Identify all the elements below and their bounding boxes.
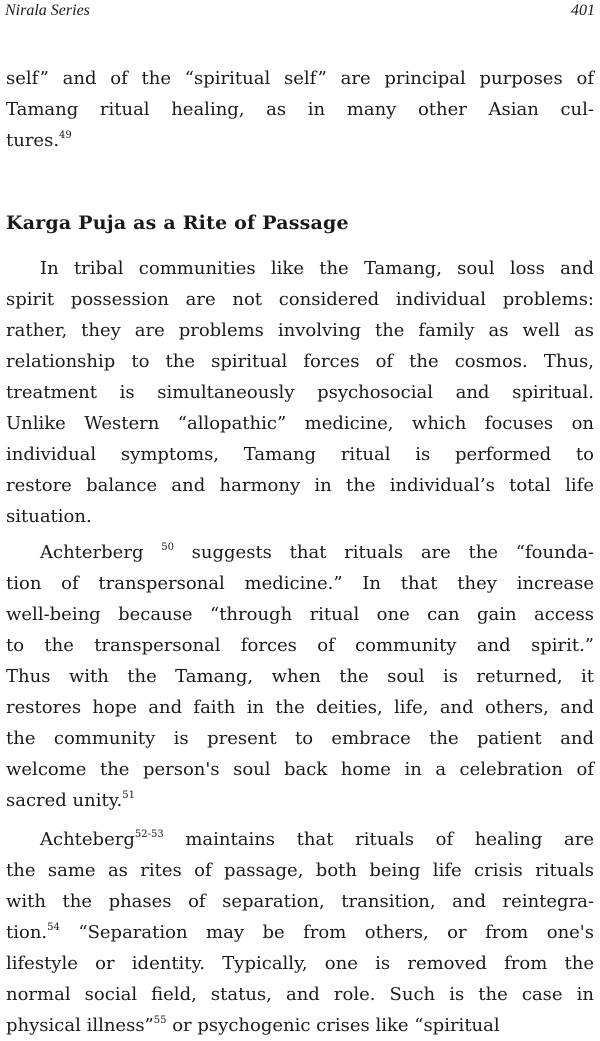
section-heading: Karga Puja as a Rite of Passage (6, 212, 349, 234)
text-line (6, 315, 594, 346)
text-line (6, 1010, 594, 1041)
line-text: the community is present to embrace the patient and (6, 728, 594, 749)
line-text: Unlike Western “allopathic” medicine, which focuses on (6, 413, 594, 434)
footnote-ref: 51 (122, 790, 135, 801)
text-line (6, 948, 594, 979)
line-text: “Separation may be from others, or from one's (59, 922, 594, 943)
line-text: normal social field, status, and role. Such is the case in (6, 984, 594, 1005)
line-text: maintains that rituals of healing are (163, 829, 594, 850)
text-line (6, 377, 594, 408)
line-text: physical illness” (6, 1015, 154, 1036)
line-text: spirit possession are not considered individual problems: (6, 289, 594, 310)
line-text: lifestyle or identity. Typically, one is removed from the (6, 953, 594, 974)
text-line (6, 630, 594, 661)
line-text: sacred unity. (6, 790, 123, 811)
line-text: suggests that rituals are the “founda- (173, 542, 594, 563)
text-line (6, 661, 594, 692)
text-line (6, 692, 594, 723)
footnote-ref: 52-53 (134, 829, 164, 840)
paragraph-achterberg (6, 537, 594, 816)
text-line (6, 439, 594, 470)
line-text: individual symptoms, Tamang ritual is performed to (6, 444, 594, 465)
text-line (6, 754, 594, 785)
line-text: restore balance and harmony in the individual’s total life (6, 475, 594, 496)
line-text: treatment is simultaneously psychosocial and spiritual. (6, 382, 594, 403)
text-line (6, 125, 594, 156)
text-line (6, 346, 594, 377)
text-line (6, 537, 594, 568)
text-line (6, 408, 594, 439)
line-text: well-being because “through ritual one can gain access (6, 604, 594, 625)
line-text: tion. (6, 922, 48, 943)
text-line (6, 470, 594, 501)
line-text: Achteberg (40, 829, 135, 850)
line-text: with the phases of separation, transition, and reintegra- (6, 891, 594, 912)
text-line (6, 63, 594, 94)
line-text: or psychogenic crises like “spiritual (166, 1015, 500, 1036)
text-line (6, 855, 594, 886)
text-line (6, 284, 594, 315)
paragraph-achteberg-rites (6, 824, 594, 1041)
text-line (6, 723, 594, 754)
text-line (6, 917, 594, 948)
line-text: In tribal communities like the Tamang, soul loss and (40, 258, 594, 279)
text-line (6, 824, 594, 855)
line-text: self” and of the “spiritual self” are principal purposes of (6, 68, 594, 89)
text-line (6, 979, 594, 1010)
line-text: rather, they are problems involving the family as well as (6, 320, 594, 341)
page-number: 401 (571, 2, 595, 19)
line-text: to the transpersonal forces of community and spirit.” (6, 635, 594, 656)
line-text: restores hope and faith in the deities, life, and others, and (6, 697, 594, 718)
footnote-ref: 55 (153, 1015, 167, 1026)
paragraph-tribal-communities (6, 253, 594, 532)
series-title: Nirala Series (5, 2, 90, 19)
footnote-ref: 49 (59, 130, 72, 141)
footnote-ref: 50 (161, 542, 174, 553)
text-line (6, 785, 594, 816)
line-text: situation. (6, 506, 92, 527)
line-text: Thus with the Tamang, when the soul is returned, it (6, 666, 594, 687)
paragraph-continued (6, 63, 594, 156)
footnote-ref: 54 (47, 922, 60, 933)
line-text: Achterberg (40, 542, 162, 563)
running-head (5, 2, 595, 22)
line-text: tures. (6, 130, 60, 151)
line-text: Tamang ritual healing, as in many other Asian cul- (6, 99, 594, 120)
text-line (6, 94, 594, 125)
line-text: tion of transpersonal medicine.” In that they increase (6, 573, 594, 594)
text-line (6, 253, 594, 284)
line-text: the same as rites of passage, both being life crisis rituals (6, 860, 594, 881)
line-text: welcome the person's soul back home in a celebration of (6, 759, 594, 780)
line-text: relationship to the spiritual forces of the cosmos. Thus, (6, 351, 594, 372)
text-line (6, 501, 594, 532)
text-line (6, 599, 594, 630)
text-line (6, 886, 594, 917)
text-line (6, 568, 594, 599)
